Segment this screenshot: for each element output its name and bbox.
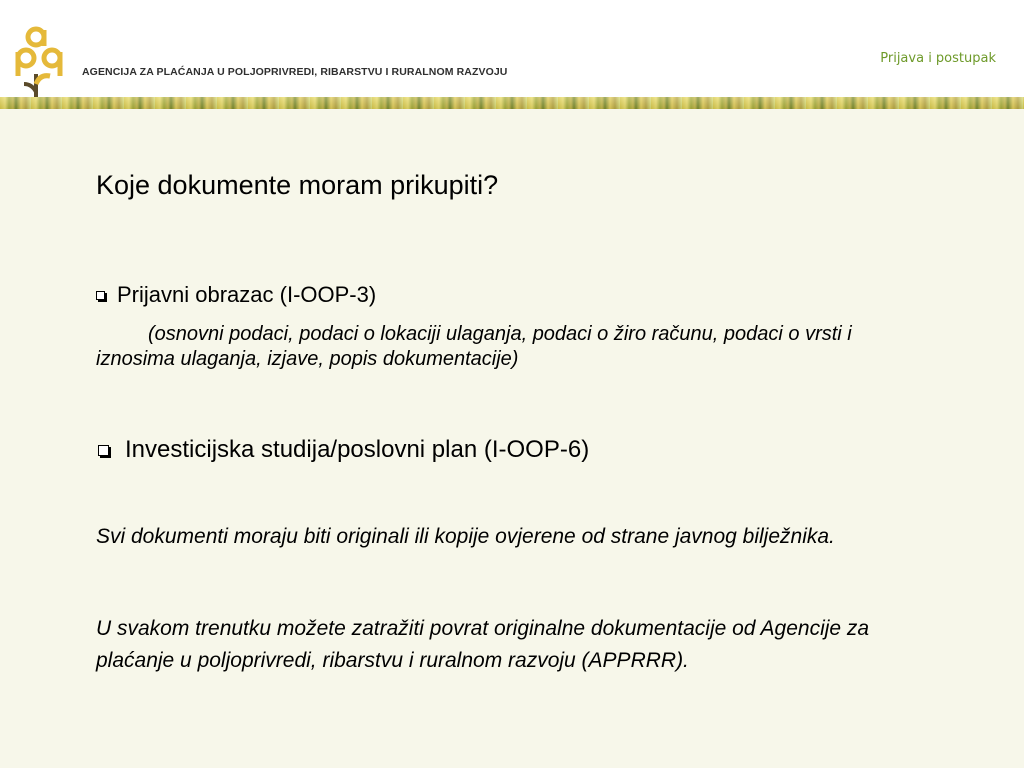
note-return-documents: U svakom trenutku možete zatražiti povrat originalne dokumentacije od Agencije za plaćanje u poljoprivredi, ribarstvu i ruralnom razvoju (APPRRR).: [96, 617, 870, 672]
note-originals: Svi dokumenti moraju biti originali ili kopije ovjerene od strane javnog bilježnika.: [96, 525, 835, 548]
bullet-label: Prijavni obrazac (I-OOP-3): [117, 282, 377, 307]
bullet-label: Investicijska studija/poslovni plan (I-OOP-6): [125, 436, 590, 463]
bullet-item-business-plan: [98, 436, 589, 464]
header-bar: [0, 0, 1024, 98]
bullet-item-application-form: [96, 282, 376, 308]
checkbox-bullet-icon: [96, 291, 105, 300]
bullet-detail: (osnovni podaci, podaci o lokaciji ulaganja, podaci o žiro računu, podaci o vrsti i iznosima ulaganja, izjave, popis dokumentacije): [96, 323, 852, 370]
page-title: Koje dokumente moram prikupiti?: [96, 170, 499, 200]
decorative-stripe-shade: [0, 97, 1024, 109]
section-title: Prijava i postupak: [880, 51, 996, 66]
agency-name: AGENCIJA ZA PLAĆANJA U POLJOPRIVREDI, RIBARSTVU I RURALNOM RAZVOJU: [82, 66, 508, 78]
checkbox-bullet-icon: [98, 445, 109, 456]
